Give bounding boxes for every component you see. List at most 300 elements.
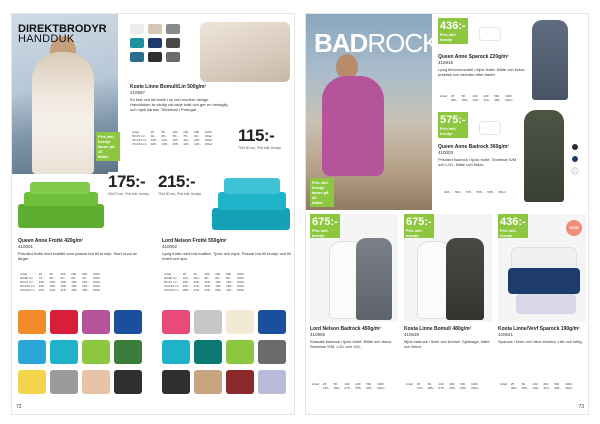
hero-towel-wrap xyxy=(32,52,94,174)
cell: Offert xyxy=(92,280,101,284)
lime-towels-photo xyxy=(18,180,106,230)
col-header: 50 xyxy=(193,272,197,276)
linne-color-swatches xyxy=(130,24,190,74)
col-header: 200 xyxy=(355,382,361,386)
cell: 480:- xyxy=(510,386,518,390)
col-header: 1000 xyxy=(505,94,512,98)
table-row xyxy=(438,190,508,194)
cell: 122:- xyxy=(182,276,190,280)
cell: 50x70 cm xyxy=(132,134,146,138)
towel xyxy=(30,182,90,194)
col-header: Antal xyxy=(500,382,507,386)
swatch xyxy=(148,38,162,48)
cell: 129:- xyxy=(82,280,89,284)
table-row xyxy=(162,288,246,292)
anne-name: Queen Anne Frotté 420g/m² xyxy=(18,238,84,244)
cell: 555:- xyxy=(476,190,484,194)
cell: 635:- xyxy=(460,386,468,390)
towel-swatch xyxy=(194,370,222,394)
col-header: 200 xyxy=(449,382,455,386)
kosta-ljust-product xyxy=(404,326,492,349)
col-header: 100 xyxy=(344,382,350,386)
col-header: 200 xyxy=(215,272,221,276)
cell: 89:- xyxy=(226,276,232,280)
col-header: 50 xyxy=(461,94,466,98)
col-header: 1000 xyxy=(92,272,100,276)
table-row xyxy=(404,386,481,390)
col-header: 1000 xyxy=(204,130,212,134)
cell: 155:- xyxy=(204,280,212,284)
col-header: 1000 xyxy=(565,382,572,386)
cell: 70x150 cm xyxy=(164,288,179,292)
swatch xyxy=(166,24,180,34)
col-header: 500 xyxy=(194,130,200,134)
cell: 145:- xyxy=(183,142,191,146)
lord-number: 410905 xyxy=(310,332,326,337)
kosta-ljust-desc: Mjuk badrock i linne och bomull. Sjalkrage, bälte och fickor. xyxy=(404,339,490,349)
kosta-ljust-price-note: Pris inkl. brodyr xyxy=(406,228,423,238)
cell: 245:- xyxy=(38,288,46,292)
cell: Offert xyxy=(498,190,506,194)
beige-towels-photo xyxy=(200,22,290,82)
kosta-sparock-price-note: Pris inkl. brodyr xyxy=(500,228,517,238)
towel xyxy=(218,192,286,210)
cell: 70x150 cm xyxy=(132,142,147,146)
col-header: 100 xyxy=(438,382,444,386)
anne-color-grid xyxy=(18,310,148,400)
cell: 195:- xyxy=(215,284,223,288)
towel-swatch xyxy=(162,340,190,364)
kosta-sparock-number: 420641 xyxy=(498,332,514,337)
kosta-sparock-name: Kosta Linne/Vevf Sparock 190g/m² xyxy=(498,326,580,332)
page-number: 73 xyxy=(578,404,584,410)
badrock-name: Queen Anne Badrock 360g/m² xyxy=(438,144,509,150)
cell: 60:- xyxy=(60,276,66,280)
col-header: 25 xyxy=(510,382,515,386)
table-row xyxy=(18,288,102,292)
towel-swatch xyxy=(226,340,254,364)
cell: 110:- xyxy=(183,138,190,142)
cell: Offert xyxy=(204,134,213,138)
cell: 110:- xyxy=(193,276,201,280)
towel-swatch xyxy=(82,340,110,364)
cell: 230:- xyxy=(49,288,57,292)
cell: 139:- xyxy=(194,142,201,146)
kosta-ljust-photo xyxy=(404,214,492,322)
hero-price-tag: Pris inkl. brodyr taxon på 40 bilder xyxy=(310,178,334,207)
cell: 240:- xyxy=(182,284,190,288)
sparock-price-note: Pris inkl. brodyr xyxy=(440,32,457,42)
towel-swatch xyxy=(82,310,110,334)
col-header: 100 xyxy=(172,130,178,134)
linne-desc: En fast och tät frotté i ny och modern design. Handduken är vänlig vid varje tvätt och ger en behaglig och mjuk känsla. Tillverkad i Portugal. xyxy=(130,97,228,112)
kosta-sparock-price-table xyxy=(498,382,575,390)
towel-swatch xyxy=(258,370,286,394)
kosta-ljust-price: 675:- xyxy=(406,216,432,228)
cell: Offert xyxy=(236,280,245,284)
price-a-note: 50x70 cm, Pris inkl. brodyr xyxy=(108,192,150,196)
folded-white-robe xyxy=(512,248,576,270)
cell: 455:- xyxy=(521,386,529,390)
col-header: Antal xyxy=(20,272,27,276)
page-title xyxy=(18,24,118,44)
sparock-desc: Lyxig kimonomodell i mjuk frotté. Bälte och fickor, praktisk och bekväm efter badet. xyxy=(438,67,526,77)
cell: 635:- xyxy=(366,386,374,390)
towel-swatch xyxy=(50,340,78,364)
pink-robe xyxy=(322,76,384,176)
cell: 655:- xyxy=(355,386,363,390)
cell xyxy=(438,98,449,102)
col-header: 50 xyxy=(161,130,165,134)
price-b-block xyxy=(158,172,212,198)
color-dot xyxy=(572,144,578,150)
towel xyxy=(224,178,280,194)
cell: Offert xyxy=(92,284,101,288)
cell: 30x50 cm xyxy=(164,276,178,280)
cell: 70x130 cm xyxy=(164,284,179,288)
col-header: 200 xyxy=(483,94,489,98)
towel xyxy=(24,192,98,206)
color-dot xyxy=(572,156,578,162)
lord-price-box xyxy=(310,214,340,238)
cyan-towels-photo xyxy=(212,174,292,232)
nelson-number: 410002 xyxy=(162,244,178,249)
cell: 155:- xyxy=(71,284,79,288)
table-row xyxy=(438,98,515,102)
nelson-price-table xyxy=(162,272,246,292)
cell: 69:- xyxy=(194,134,200,138)
cell xyxy=(404,386,415,390)
nelson-name: Lord Nelson Frotté 550g/m² xyxy=(162,238,228,244)
towel xyxy=(212,208,290,230)
cell: 145:- xyxy=(150,138,158,142)
col-header: 50 xyxy=(521,382,526,386)
cell: Offert xyxy=(92,276,101,280)
cell: 189:- xyxy=(226,284,233,288)
cell: 145:- xyxy=(60,280,68,284)
cell: 655:- xyxy=(449,386,457,390)
cell: 92:- xyxy=(150,134,156,138)
cell: 70x130 cm xyxy=(132,138,147,142)
color-dot xyxy=(572,168,578,174)
cell: 675:- xyxy=(344,386,352,390)
swatch xyxy=(148,24,162,34)
cell: 419:- xyxy=(483,98,491,102)
col-header: 100 xyxy=(532,382,538,386)
cell: 70x130 cm xyxy=(20,288,35,292)
nelson-desc: Lyxig frotté med bra kvalitet. Tjock och mjuk. Passar bra till brodyr och till hotell och spa. xyxy=(162,251,291,261)
badrock-desc: Prisvärd badrock i tjock frotté. Storlekar S/M och L/XL. Bälte och fickor. xyxy=(438,157,517,167)
cell: 189:- xyxy=(82,288,89,292)
col-header: 1000 xyxy=(377,382,384,386)
towel-swatch xyxy=(50,370,78,394)
col-header: Antal xyxy=(440,94,447,98)
swatch xyxy=(166,52,180,62)
cell: 145:- xyxy=(82,284,89,288)
kosta-sparock-product xyxy=(498,326,586,344)
lord-price: 675:- xyxy=(312,216,338,228)
sparock-product xyxy=(438,54,528,77)
quality-badge xyxy=(480,28,500,40)
cell: 88:- xyxy=(161,134,167,138)
towel-swatch xyxy=(18,310,46,334)
cell: 50x70 cm xyxy=(20,280,34,284)
kosta-sparock-photo xyxy=(498,214,586,322)
cell: 419:- xyxy=(543,386,551,390)
linne-number: 410597 xyxy=(130,90,146,95)
cell: 50x100 cm xyxy=(20,284,35,288)
lord-price-note: Pris inkl. brodyr xyxy=(312,228,329,238)
kosta-ljust-price-table xyxy=(404,382,481,390)
cell: 695:- xyxy=(333,386,341,390)
cell: 68:- xyxy=(49,276,55,280)
towel xyxy=(18,204,104,228)
anne-product xyxy=(18,238,148,261)
towel-swatch xyxy=(50,310,78,334)
cell: 74:- xyxy=(38,276,44,280)
towel-swatch xyxy=(194,310,222,334)
title-line1: DIREKTBRODYR xyxy=(18,23,107,35)
swatch xyxy=(130,38,144,48)
right-page xyxy=(306,14,588,414)
col-header: 50 xyxy=(49,272,53,276)
cell: Offert xyxy=(505,98,513,102)
anne-number: 410001 xyxy=(18,244,34,249)
anne-desc: Prisvärd frotté med kvalitet som passar bra till brodyr. Stort urval av färger. xyxy=(18,251,137,261)
new-badge: NEW xyxy=(566,220,582,236)
cell: Offert xyxy=(471,386,479,390)
cell: 249:- xyxy=(204,288,212,292)
cell: Offert xyxy=(236,276,245,280)
page-title xyxy=(314,28,438,59)
sparock-price: 436:- xyxy=(440,20,466,32)
towel-swatch xyxy=(226,310,254,334)
badrock-product xyxy=(438,144,522,167)
lord-desc: Klassisk badrock i tjock frotté. Bälte och fickor. Storlekar S/M, L/XL och XXL. xyxy=(310,339,393,349)
quality-badge xyxy=(480,122,500,134)
towel-swatch xyxy=(162,370,190,394)
cell: 50x70 cm xyxy=(164,280,178,284)
cell: 399:- xyxy=(494,98,502,102)
linne-price-note: 70x130 cm, Pris inkl. brodyr xyxy=(238,146,282,150)
nelson-product xyxy=(162,238,292,261)
cell: 185:- xyxy=(49,284,57,288)
towel-swatch xyxy=(114,340,142,364)
cell: 105:- xyxy=(194,138,201,142)
cell: 98:- xyxy=(204,276,210,280)
cell: Offert xyxy=(236,288,245,292)
cell: 436:- xyxy=(532,386,540,390)
cell: 159:- xyxy=(49,280,57,284)
badrock-price-note: Pris inkl. brodyr xyxy=(440,126,457,136)
cell: 720:- xyxy=(416,386,424,390)
linne-price-table xyxy=(130,130,214,146)
cell: 215:- xyxy=(60,288,68,292)
price-b-note: 70x130 cm, Pris inkl. brodyr xyxy=(158,192,202,196)
cell: Offert xyxy=(565,386,573,390)
col-header: 500 xyxy=(554,382,560,386)
cell: Offert xyxy=(377,386,385,390)
cell: 205:- xyxy=(204,284,212,288)
nelson-color-grid xyxy=(162,310,292,400)
col-header: 500 xyxy=(366,382,372,386)
kosta-sparock-desc: Sparock i linne och vävd struktur. Lätt och luftig. xyxy=(498,339,583,344)
towel-swatch xyxy=(18,340,46,364)
col-header: 25 xyxy=(150,130,155,134)
swatch xyxy=(148,52,162,62)
kosta-ljust-name: Kosta Linne Bomull 480g/m² xyxy=(404,326,472,332)
towel-swatch xyxy=(82,370,110,394)
cell: 239:- xyxy=(215,288,223,292)
folded-lavender-robe xyxy=(516,294,576,314)
towel-swatch xyxy=(162,310,190,334)
towel-swatch xyxy=(114,310,142,334)
linne-name: Koste Linne Bomull/Lin 500g/m² xyxy=(130,84,207,90)
cell: 168:- xyxy=(161,142,169,146)
table-row xyxy=(498,386,575,390)
cell: 535:- xyxy=(487,190,495,194)
cell: 139:- xyxy=(226,280,233,284)
cell: 215:- xyxy=(193,284,201,288)
lord-product xyxy=(310,326,398,349)
title-line2: HANDDUK xyxy=(18,33,75,45)
cell: 168:- xyxy=(38,280,46,284)
cell: 180:- xyxy=(150,142,158,146)
cell: 288:- xyxy=(182,288,190,292)
anne-price-table xyxy=(18,272,102,292)
cell: 30x50 cm xyxy=(20,276,34,280)
cell: Offert xyxy=(92,288,101,292)
col-header: 500 xyxy=(82,272,88,276)
grey-robe xyxy=(356,238,392,320)
cell: 185:- xyxy=(182,280,190,284)
col-header: 1000 xyxy=(471,382,478,386)
cell: 138:- xyxy=(71,280,79,284)
title-bad: BAD xyxy=(314,28,368,58)
title-rock: ROCK xyxy=(367,28,439,58)
col-header: Antal xyxy=(406,382,413,386)
cell: 55:- xyxy=(71,276,77,280)
col-header: 100 xyxy=(472,94,478,98)
cell: 49:- xyxy=(82,276,88,280)
badrock-number: 410003 xyxy=(438,150,454,155)
badrock-price-box xyxy=(438,112,468,138)
towel-swatch xyxy=(258,310,286,334)
col-header: Antal xyxy=(132,130,139,134)
towel-swatch xyxy=(226,370,254,394)
cell: 75:- xyxy=(183,134,189,138)
cell: 229:- xyxy=(226,288,233,292)
cell: 575:- xyxy=(465,190,473,194)
table-row xyxy=(310,386,387,390)
cell: 145:- xyxy=(215,280,223,284)
linne-price: 115:- xyxy=(238,126,275,145)
lord-photo xyxy=(310,214,398,322)
col-header: 500 xyxy=(494,94,500,98)
folded-navy-robe xyxy=(508,268,580,294)
cell: 675:- xyxy=(438,386,446,390)
lord-price-table xyxy=(310,382,387,390)
col-header: 25 xyxy=(182,272,187,276)
col-header: 200 xyxy=(183,130,189,134)
col-header: Antal xyxy=(312,382,319,386)
cell: 195:- xyxy=(38,284,46,288)
col-header: Antal xyxy=(164,272,171,276)
table-row xyxy=(130,142,214,146)
cell: Offert xyxy=(204,138,213,142)
cell: 620:- xyxy=(444,190,451,194)
kosta-ljust-price-box xyxy=(404,214,434,238)
sparock-price-table xyxy=(438,94,515,102)
cell: 168:- xyxy=(60,284,68,288)
cell: 78:- xyxy=(172,134,178,138)
towel-swatch xyxy=(194,340,222,364)
col-header: 25 xyxy=(322,382,327,386)
col-header: 50 xyxy=(427,382,432,386)
swatch xyxy=(130,24,144,34)
cell: 95:- xyxy=(215,276,221,280)
col-header: 200 xyxy=(543,382,549,386)
price-b: 215:- xyxy=(158,172,196,191)
towel-swatch xyxy=(18,370,46,394)
cell: 599:- xyxy=(454,190,462,194)
towel-swatch xyxy=(258,340,286,364)
col-header: 25 xyxy=(38,272,43,276)
col-header: 500 xyxy=(460,382,466,386)
col-header: 100 xyxy=(60,272,66,276)
price-a: 175:- xyxy=(108,172,146,191)
cell: 270:- xyxy=(193,288,201,292)
badrock-price: 575:- xyxy=(440,114,466,126)
cell xyxy=(498,386,509,390)
col-header: 25 xyxy=(416,382,421,386)
cell: 436:- xyxy=(472,98,480,102)
cell: 115:- xyxy=(172,138,179,142)
price-a-block xyxy=(108,172,154,198)
cell: 480:- xyxy=(450,98,458,102)
col-header: 200 xyxy=(71,272,77,276)
cell: 199:- xyxy=(71,288,79,292)
cell: 455:- xyxy=(461,98,469,102)
col-header: 25 xyxy=(450,94,455,98)
col-header: 1000 xyxy=(236,272,244,276)
cell: 155:- xyxy=(172,142,180,146)
cell: 169:- xyxy=(193,280,201,284)
cell: 130:- xyxy=(161,138,169,142)
col-header: 50 xyxy=(333,382,338,386)
hero-price-tag: Pris inkl. brodyr taxon på 40 bilder xyxy=(96,132,120,161)
cell: Offert xyxy=(236,284,245,288)
page-number: 72 xyxy=(16,404,22,410)
grey-robe-photo xyxy=(532,20,568,100)
cell: 720:- xyxy=(322,386,330,390)
cell: 399:- xyxy=(554,386,562,390)
swatch xyxy=(130,52,144,62)
badrock-price-table xyxy=(438,190,508,194)
cell: Offert xyxy=(204,142,213,146)
dark-robe-photo xyxy=(524,110,564,202)
swatch xyxy=(166,38,180,48)
sparock-name: Queen Anne Sparock 220g/m² xyxy=(438,54,509,60)
linne-price-block xyxy=(238,126,292,150)
cell xyxy=(310,386,321,390)
left-page xyxy=(12,14,294,414)
kosta-sparock-price: 436:- xyxy=(500,216,526,228)
sparock-number: 410816 xyxy=(438,60,454,65)
sparock-price-box xyxy=(438,18,468,44)
kosta-sparock-price-box xyxy=(498,214,528,238)
kosta-ljust-number: 410635 xyxy=(404,332,420,337)
